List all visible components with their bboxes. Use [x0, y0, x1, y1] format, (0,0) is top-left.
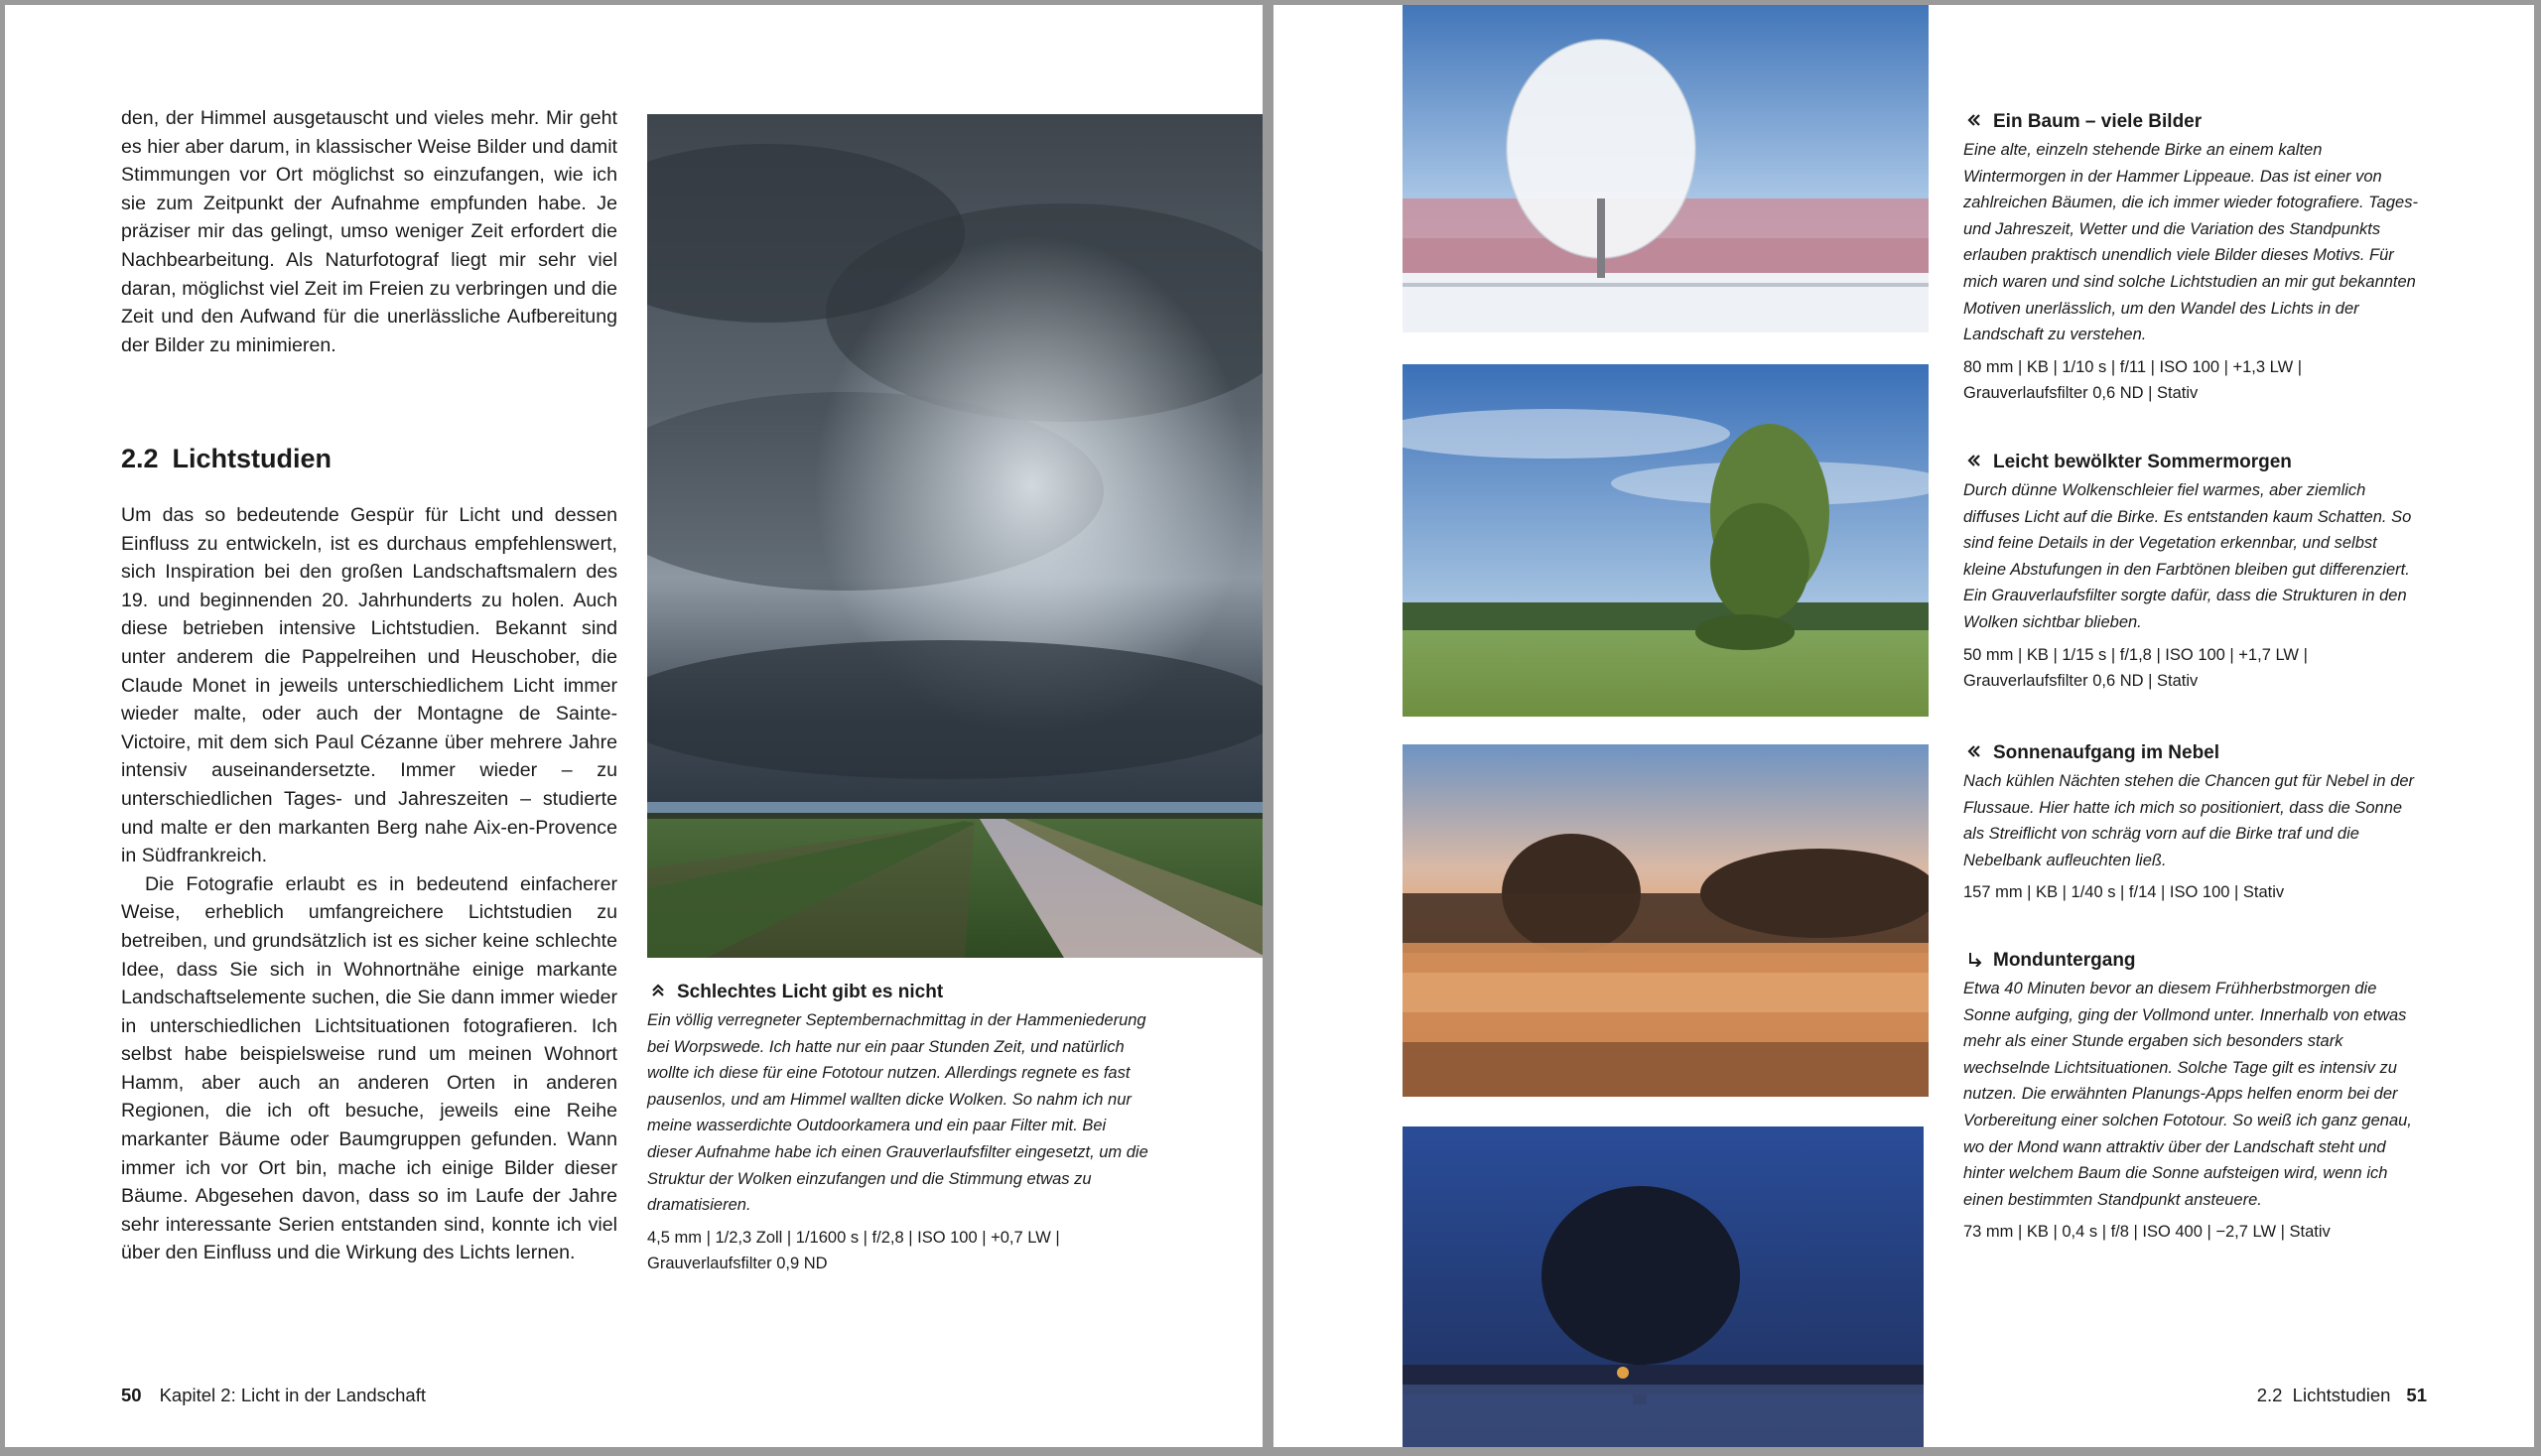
caption-meta: 157 mm | KB | 1/40 s | f/14 | ISO 100 | Stativ — [1963, 883, 2285, 902]
intro-text: den, der Himmel ausgetauscht und vieles mehr. Mir geht es hier aber darum, in klassischer Weise Bilder und damit Stimmungen vor Ort möglichst so einzufangen, wie ich sie zum Zeitpunkt der Aufnahme empfunden habe. Je präziser mir das gelingt, umso weniger Zeit erfordert die Nachbearbeitung. Als Naturfotograf liegt mir sehr viel daran, möglichst viel Zeit im Freien zu verbringen und die Zeit und den Aufwand für die unerlässliche Aufbereitung der Bilder zu minimieren. — [121, 107, 617, 356]
caption-title-row — [1963, 109, 2420, 135]
footer-right — [2257, 1383, 2427, 1408]
page-number: 50 — [121, 1385, 142, 1405]
caption-description: Etwa 40 Minuten bevor an diesem Frühherbstmorgen die Sonne aufging, ging der Vollmond unter. Innerhalb von etwas mehr als einer Stunde ergaben sich besonders stark wechselnde Lichtsituationen. Solche Tage gilt es intensiv zu nutzen. Die erwähnten Planungs-Apps helfen enorm bei der Vorbereitung einer solchen Fototour. So weiß ich ganz genau, wo der Mond wann attraktiv über der Landschaft steht und hinter welchem Baum die Sonne aufsteigen wird, wenn ich einen bestimmten Standpunkt ansteuere. — [1963, 980, 2412, 1209]
caption-title-row — [1963, 740, 2420, 766]
arrow-left-icon — [1963, 109, 1985, 135]
moonset-photo — [1403, 1126, 1924, 1447]
caption-title-row — [1963, 450, 2420, 475]
caption-description: Nach kühlen Nächten stehen die Chancen gut für Nebel in der Flussaue. Hier hatte ich mich so positioniert, dass die Sonne als Streiflicht von schräg vorn auf die Birke traf und die Nebelbank aufleuchten ließ. — [1963, 772, 2415, 869]
caption-description: Durch dünne Wolkenschleier fiel warmes, aber ziemlich diffuses Licht auf die Birke. Es entstanden kaum Schatten. So sind feine Details in der Vegetation erkennbar, und selbst kleine Abstufungen in den Farbtönen bleiben gut differenziert. Ein Grauverlaufsfilter sorgte dafür, dass die Strukturen in den Wolken sichtbar blieben. — [1963, 481, 2412, 631]
section-number: 2.2 — [121, 444, 159, 473]
caption-winter-birch — [1963, 109, 2420, 407]
left-page — [5, 5, 1263, 1447]
caption-title: Leicht bewölkter Sommermorgen — [1993, 452, 2292, 472]
caption-title: Ein Baum – viele Bilder — [1993, 111, 2203, 132]
photo-caption — [647, 980, 1153, 1277]
caption-title-row — [1963, 948, 2420, 974]
arrow-down-left-icon — [1963, 948, 1985, 974]
paragraph-1: Um das so bedeutende Gespür für Licht und dessen Einfluss zu entwickeln, ist es durchaus empfehlenswert, sich Inspiration bei den großen Landschaftsmalern des 19. und beginnenden 20. Jahrhunderts zu holen. Auch diese betrieben intensive Lichtstudien. Bekannt sind unter anderem die Pappelreihen und Heuschober, die Claude Monet in jeweils unterschiedlichem Licht immer wieder malte, oder auch der Montagne de Sainte-Victoire, mit dem sich Paul Cézanne über mehrere Jahre intensiv auseinandersetzte. Immer wieder – zu unterschiedlichen Tages- und Jahreszeiten – studierte und malte er den markanten Berg nahe Aix-en-Provence in Südfrankreich. — [121, 504, 617, 867]
caption-meta: 50 mm | KB | 1/15 s | f/1,8 | ISO 100 | +1,7 LW | Grauverlaufsfilter 0,6 ND | Stativ — [1963, 645, 2308, 691]
caption-title-row — [647, 980, 1153, 1005]
summer-birch-photo — [1403, 364, 1929, 717]
foggy-sunrise-photo — [1403, 744, 1929, 1097]
paragraph-2: Die Fotografie erlaubt es in bedeutend einfacherer Weise, erheblich umfangreichere Lichtstudien zu betreiben, und grundsätzlich ist es sicher keine schlechte Idee, dass Sie sich in Wohnortnähe einige markante Landschaftselemente suchen, die Sie dann immer wieder in unterschiedlichen Lichtsituationen fotografieren. Ich selbst habe beispielsweise rund um meinen Wohnort Hamm, aber auch an anderen Orten in anderen Regionen, die ich oft besuche, jeweils eine Reihe markanter Bäume oder Baumgruppen gefunden. Wann immer ich vor Ort bin, mache ich einige Bilder dieser Bäume. Abgesehen davon, dass so im Laufe der Jahre sehr interessante Serien entstanden sind, konnte ich viel über den Einfluss und die Wirkung des Lichts lernen. — [121, 872, 617, 1264]
caption-meta: 80 mm | KB | 1/10 s | f/11 | ISO 100 | +1,3 LW | Grauverlaufsfilter 0,6 ND | Stativ — [1963, 357, 2303, 403]
arrow-left-icon — [1963, 740, 1985, 766]
caption-foggy-sunrise — [1963, 740, 2420, 906]
section-title: Lichtstudien — [172, 444, 333, 473]
page-number: 51 — [2406, 1385, 2427, 1405]
arrow-left-icon — [1963, 450, 1985, 475]
caption-meta: 73 mm | KB | 0,4 s | f/8 | ISO 400 | −2,7 LW | Stativ — [1963, 1223, 2331, 1242]
section-label: 2.2 Lichtstudien — [2256, 1385, 2391, 1405]
chapter-title: Kapitel 2: Licht in der Landschaft — [159, 1385, 426, 1405]
winter-birch-photo — [1403, 5, 1929, 332]
main-text — [121, 501, 617, 1267]
arrow-up-icon — [647, 980, 669, 1005]
caption-moonset — [1963, 948, 2420, 1246]
caption-meta: 4,5 mm | 1/2,3 Zoll | 1/1600 s | f/2,8 | ISO 100 | +0,7 LW | Grauverlaufsfilter 0,9 ND — [647, 1228, 1060, 1273]
caption-summer-birch — [1963, 450, 2420, 695]
storm-road-photo — [647, 114, 1263, 958]
caption-description: Eine alte, einzeln stehende Birke an einem kalten Wintermorgen in der Hammer Lippeaue. Das ist einer von zahlreichen Bäumen, die ich immer wieder fotografiere. Tages- und Jahreszeit, Wetter und die Variation des Standpunkts erlauben praktisch unendlich viele Bilder dieses Motivs. Für mich waren und sind solche Lichtstudien an mir gut bekannten Motiven unerlässlich, um den Wandel des Lichts in der Landschaft zu verstehen. — [1963, 141, 2418, 344]
footer-left — [121, 1383, 426, 1408]
caption-title: Sonnenaufgang im Nebel — [1993, 742, 2220, 763]
intro-paragraph — [121, 104, 617, 359]
caption-title: Monduntergang — [1993, 950, 2136, 971]
section-heading — [121, 444, 332, 474]
caption-description: Ein völlig verregneter Septembernachmittag in der Hammeniederung bei Worpswede. Ich hatte nur ein paar Stunden Zeit, und natürlich wollte ich diese für eine Fototour nutzen. Allerdings regnete es fast pausenlos, und am Himmel wallten dicke Wolken. So nahm ich nur meine wasserdichte Outdoorkamera und ein paar Filter mit. Bei dieser Aufnahme habe ich einen Grauverlaufsfilter eingesetzt, um die Struktur der Wolken einzufangen und die Stimmung etwas zu dramatisieren. — [647, 1011, 1148, 1215]
right-page — [1273, 5, 2534, 1447]
caption-title: Schlechtes Licht gibt es nicht — [677, 982, 944, 1002]
